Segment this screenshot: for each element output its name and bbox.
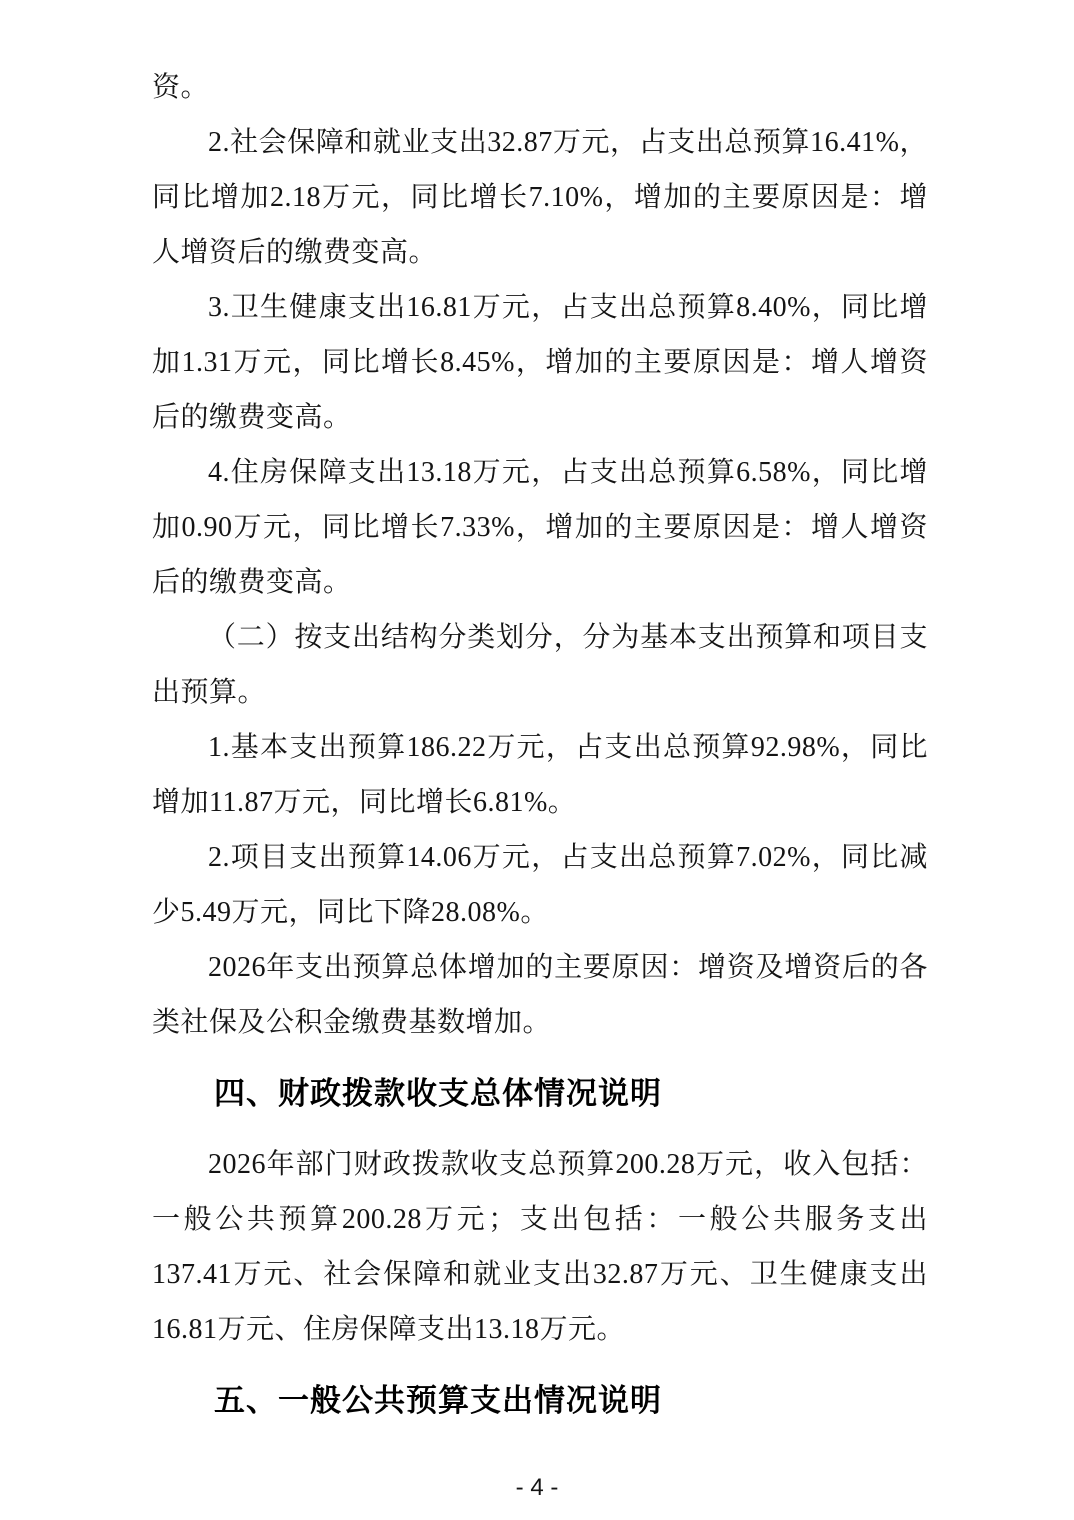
paragraph: 2.社会保障和就业支出32.87万元，占支出总预算16.41%，同比增加2.18万元，同比增长7.10%，增加的主要原因是：增人增资后的缴费变高。 (152, 127, 928, 268)
paragraph: （二）按支出结构分类划分，分为基本支出预算和项目支出预算。 (152, 622, 928, 708)
document-body (152, 60, 928, 1444)
page-number: - 4 - (515, 1474, 559, 1501)
section-heading: 四、财政拨款收支总体情况说明 (214, 1076, 662, 1111)
paragraph: 资。 (152, 72, 210, 103)
paragraph: 3.卫生健康支出16.81万元，占支出总预算8.40%，同比增加1.31万元，同比增长8.45%，增加的主要原因是：增人增资后的缴费变高。 (152, 292, 928, 433)
paragraph: 2026年支出预算总体增加的主要原因：增资及增资后的各类社保及公积金缴费基数增加。 (152, 952, 928, 1038)
section-heading: 五、一般公共预算支出情况说明 (214, 1383, 662, 1418)
paragraph: 2.项目支出预算14.06万元，占支出总预算7.02%，同比减少5.49万元，同比下降28.08%。 (152, 842, 928, 928)
paragraph: 4.住房保障支出13.18万元，占支出总预算6.58%，同比增加0.90万元，同比增长7.33%，增加的主要原因是：增人增资后的缴费变高。 (152, 457, 928, 598)
paragraph: 1.基本支出预算186.22万元，占支出总预算92.98%，同比增加11.87万元，同比增长6.81%。 (152, 732, 928, 818)
paragraph: 2026年部门财政拨款收支总预算200.28万元，收入包括：一般公共预算200.28万元；支出包括：一般公共服务支出137.41万元、社会保障和就业支出32.87万元、卫生健康支出16.81万元、住房保障支出13.18万元。 (152, 1149, 928, 1345)
